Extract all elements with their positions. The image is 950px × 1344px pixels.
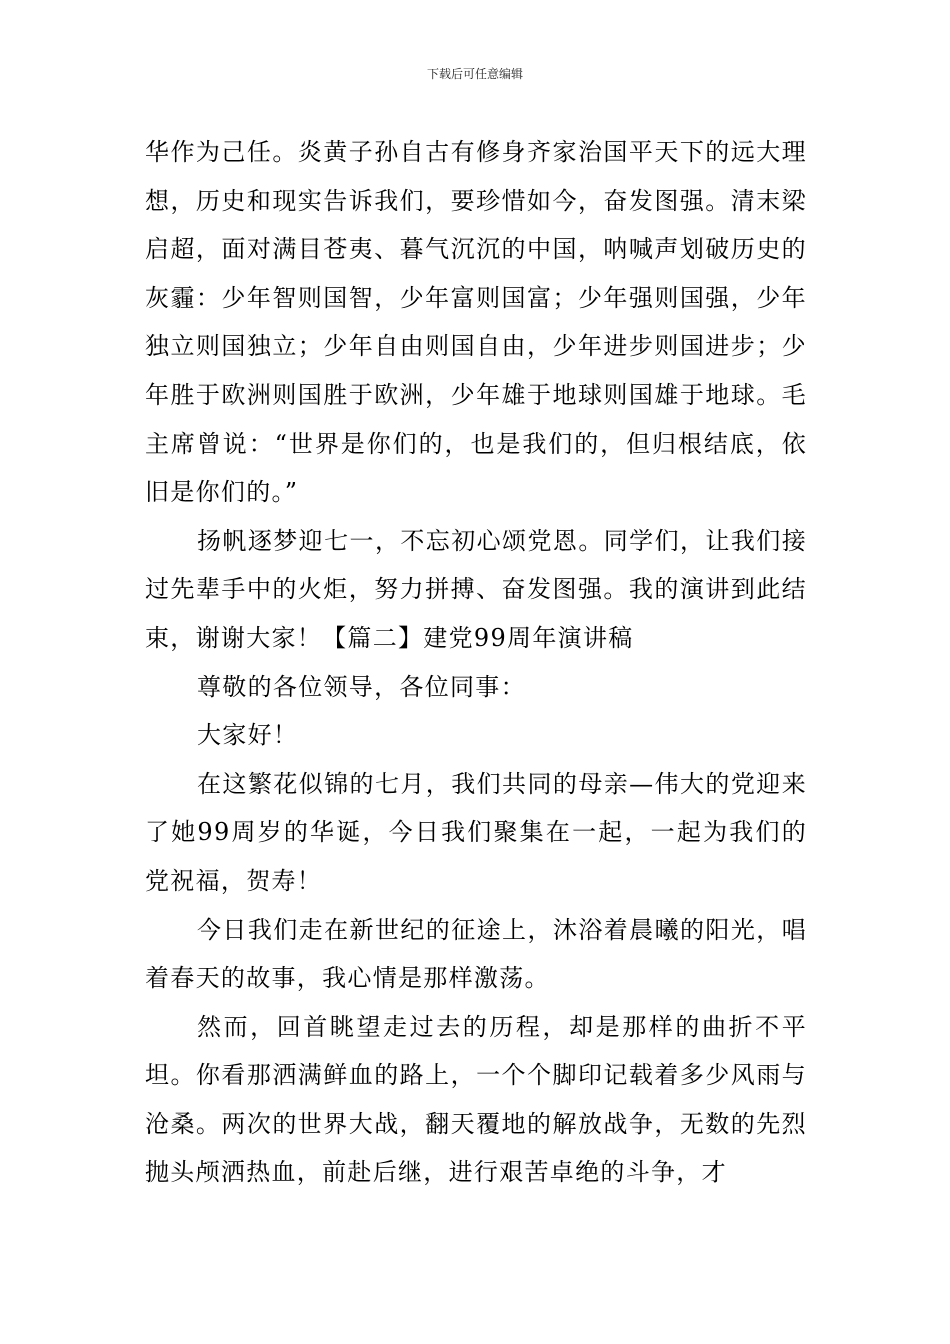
paragraph-6: 今日我们走在新世纪的征途上，沐浴着晨曦的阳光，唱着春天的故事，我心情是那样激荡。 bbox=[145, 915, 807, 993]
paragraph-4-greeting: 大家好！ bbox=[197, 721, 299, 750]
page-header: 下载后可任意编辑 bbox=[426, 67, 523, 81]
document-body bbox=[145, 128, 807, 1197]
paragraph-5: 在这繁花似锦的七月，我们共同的母亲—伟大的党迎来了她99周岁的华诞，今日我们聚集在一起，一起为我们的党祝福，贺寿！ bbox=[145, 769, 807, 895]
paragraph-2: 扬帆逐梦迎七一，不忘初心颂党恩。同学们，让我们接过先辈手中的火炬，努力拼搏、奋发图强。我的演讲到此结束，谢谢大家！【篇二】建党99周年演讲稿 bbox=[145, 526, 807, 652]
paragraph-3-salutation: 尊敬的各位领导，各位同事： bbox=[197, 672, 526, 701]
paragraph-7: 然而，回首眺望走过去的历程，却是那样的曲折不平坦。你看那洒满鲜血的路上，一个个脚印记载着多少风雨与沧桑。两次的世界大战，翻天覆地的解放战争，无数的先烈抛头颅洒热血，前赴后继，进行艰苦卓绝的斗争，才 bbox=[145, 1012, 807, 1187]
paragraph-1: 华作为己任。炎黄子孙自古有修身齐家治国平天下的远大理想，历史和现实告诉我们，要珍惜如今，奋发图强。清末梁启超，面对满目苍夷、暮气沉沉的中国，呐喊声划破历史的灰霾：少年智则国智，少年富则国富；少年强则国强，少年独立则国独立；少年自由则国自由，少年进步则国进步；少年胜于欧洲则国胜于欧洲，少年雄于地球则国雄于地球。毛主席曾说：“世界是你们的，也是我们的，但归根结底，依旧是你们的。” bbox=[145, 138, 807, 507]
